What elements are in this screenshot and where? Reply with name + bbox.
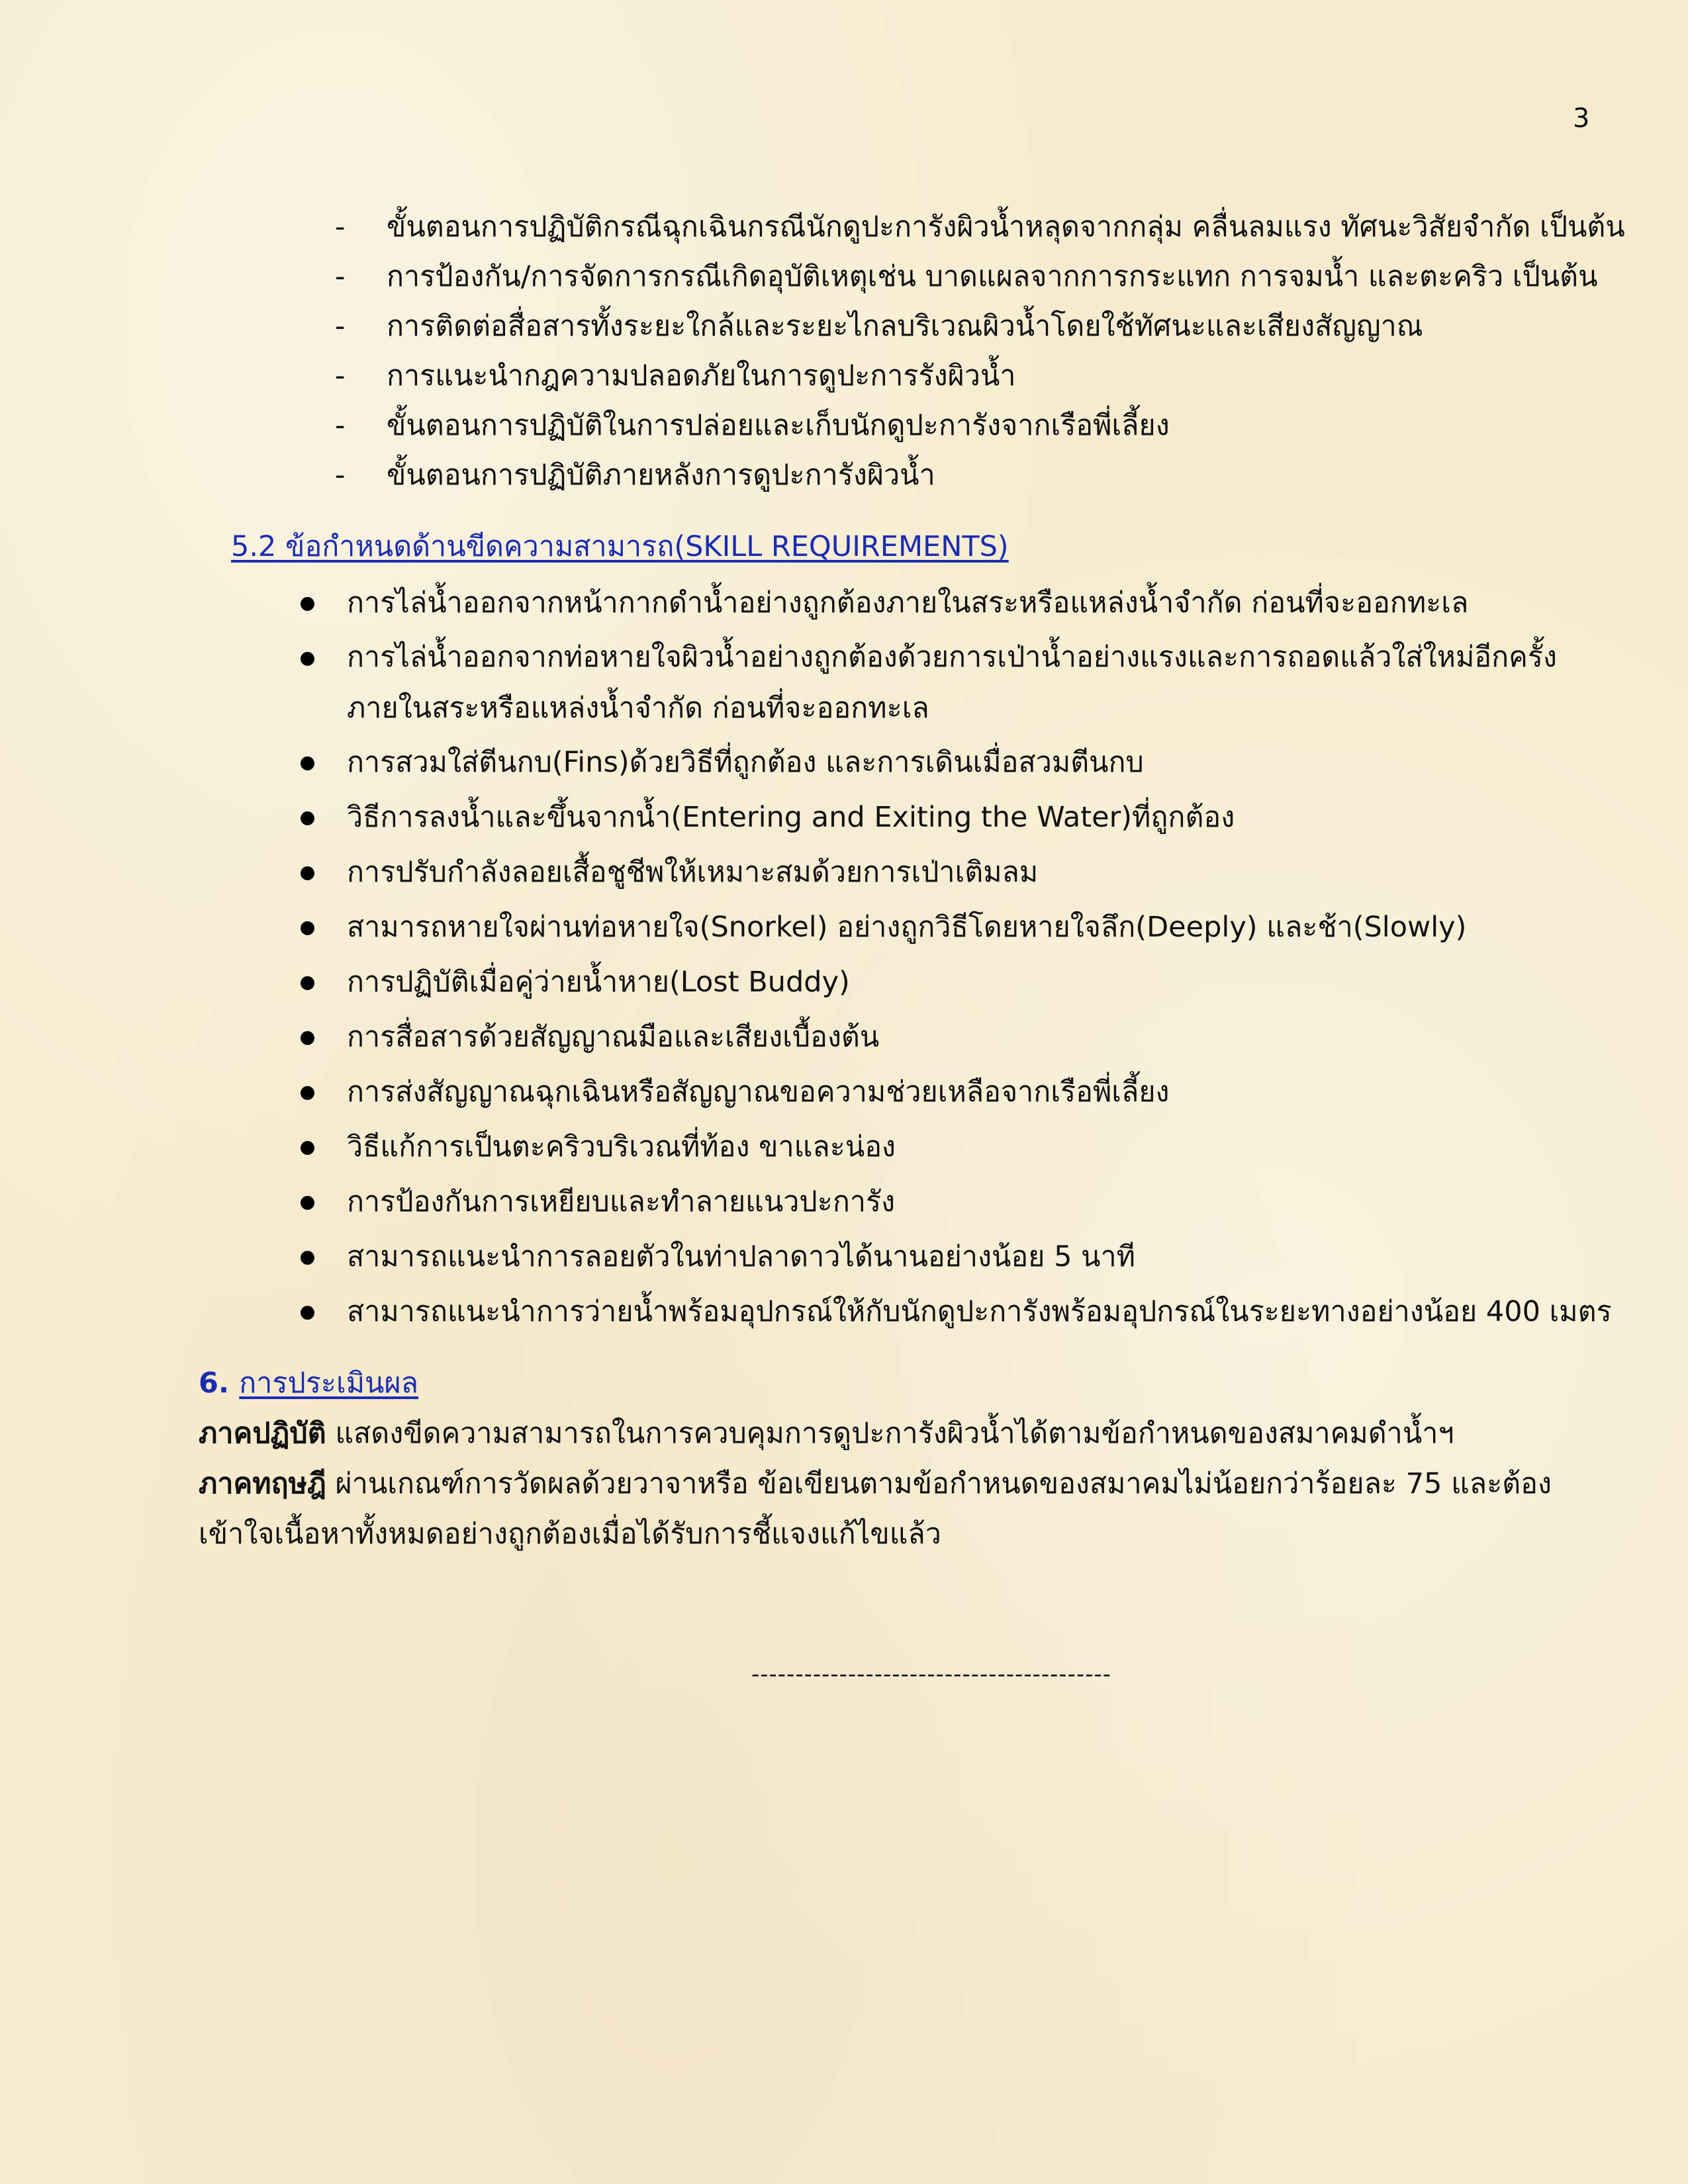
evaluation-number: 6. [199, 1367, 230, 1400]
bullet-icon [301, 756, 314, 770]
skill-text: การปฏิบัติเมื่อคู่ว่ายน้ำหาย(Lost Buddy) [347, 966, 850, 999]
skill-item [291, 846, 1622, 899]
skill-text: การไล่น้ำออกจากท่อหายใจผิวน้ำอย่างถูกต้องด้วยการเป่าน้ำอย่างแรงและการถอดแล้วใส่ใหม่อีกครั้งภายในสระหรือแหล่งน้ำจำกัด ก่อนที่จะออกทะเล [347, 641, 1558, 725]
dash-marker: - [335, 260, 346, 293]
bullet-icon [301, 597, 314, 611]
skill-item [291, 1231, 1622, 1283]
skill-text: การส่งสัญญาณฉุกเฉินหรือสัญญาณขอความช่วยเหลือจากเรือพี่เลี้ยง [347, 1075, 1170, 1109]
skill-text: การสื่อสารด้วยสัญญาณมือและเสียงเบื้องต้น [347, 1021, 880, 1054]
skill-item [291, 1286, 1622, 1338]
skills-heading-text: 5.2 ข้อกำหนดด้านขีดความสามารถ(SKILL REQUIREMENTS) [231, 530, 1009, 563]
skill-item [291, 577, 1622, 629]
skill-item [291, 737, 1622, 789]
bullet-icon [301, 1086, 314, 1100]
theory-paragraph [199, 1459, 1589, 1559]
skill-text: สามารถแนะนำการว่ายน้ำพร้อมอุปกรณ์ให้กับนักดูปะการังพร้อมอุปกรณ์ในระยะทางอย่างน้อย 400 เมตร [347, 1295, 1612, 1328]
bullet-icon [301, 1196, 314, 1210]
skill-item [291, 956, 1622, 1009]
evaluation-heading-text: การประเมินผล [239, 1367, 418, 1400]
skill-item [291, 1066, 1622, 1118]
bullet-icon [301, 921, 314, 935]
practical-text: แสดงขีดความสามารถในการควบคุมการดูปะการังผิวน้ำได้ตามข้อกำหนดของสมาคมดำน้ำฯ [335, 1417, 1454, 1450]
procedure-text: ขั้นตอนการปฏิบัติกรณีฉุกเฉินกรณีนักดูปะการังผิวน้ำหลุดจากกลุ่ม คลื่นลมแรง ทัศนะวิสัยจำกัด เป็นต้น [387, 210, 1625, 244]
page-number: 3 [1573, 103, 1590, 134]
skill-item [291, 792, 1622, 844]
theory-text: ผ่านเกณฑ์การวัดผลด้วยวาจาหรือ ข้อเขียนตามข้อกำหนดของสมาคมไม่น้อยกว่าร้อยละ 75 และต้องเข้าใจเนื้อหาทั้งหมดอย่างถูกต้องเมื่อได้รับการชี้แจงแก้ไขแล้ว [199, 1467, 1552, 1551]
dash-marker: - [335, 409, 346, 442]
procedure-item [331, 252, 1622, 302]
procedure-item [331, 203, 1625, 252]
procedure-list [331, 203, 1625, 500]
procedure-item [331, 302, 1622, 351]
skill-text: การปรับกำลังลอยเสื้อชูชีพให้เหมาะสมด้วยการเป่าเติมลม [347, 856, 1039, 889]
skills-list [291, 577, 1622, 1341]
dash-marker: - [335, 210, 346, 244]
bullet-icon [301, 652, 314, 666]
procedure-item [331, 401, 1622, 451]
dash-marker: - [335, 359, 346, 392]
end-divider: ----------------------------------------- [751, 1661, 1112, 1688]
skill-item [291, 1011, 1622, 1064]
skill-text: การสวมใส่ตีนกบ(Fins)ด้วยวิธีที่ถูกต้อง และการเดินเมื่อสวมตีนกบ [347, 746, 1144, 779]
bullet-icon [301, 1306, 314, 1320]
skill-text: การไล่น้ำออกจากหน้ากากดำน้ำอย่างถูกต้องภายในสระหรือแหล่งน้ำจำกัด ก่อนที่จะออกทะเล [347, 586, 1469, 619]
skill-item [291, 1121, 1622, 1173]
bullet-icon [301, 1251, 314, 1265]
dash-marker: - [335, 459, 346, 492]
skill-item [291, 1176, 1622, 1228]
skill-item [291, 901, 1622, 954]
theory-label: ภาคทฤษฎี [199, 1467, 326, 1500]
procedure-item [331, 451, 1622, 500]
skills-heading [231, 527, 1009, 567]
bullet-icon [301, 811, 314, 825]
bullet-icon [301, 1031, 314, 1045]
practical-paragraph [199, 1408, 1589, 1459]
skill-text: สามารถแนะนำการลอยตัวในท่าปลาดาวได้นานอย่างน้อย 5 นาที [347, 1240, 1136, 1273]
skill-text: วิธีการลงน้ำและขึ้นจากน้ำ(Entering and Exiting the Water)ที่ถูกต้อง [347, 801, 1235, 834]
bullet-icon [301, 1141, 314, 1155]
evaluation-heading [199, 1363, 418, 1403]
procedure-text: การติดต่อสื่อสารทั้งระยะใกล้และระยะไกลบริเวณผิวน้ำโดยใช้ทัศนะและเสียงสัญญาณ [387, 310, 1423, 343]
skill-text: สามารถหายใจผ่านท่อหายใจ(Snorkel) อย่างถูกวิธีโดยหายใจลึก(Deeply) และช้า(Slowly) [347, 911, 1467, 944]
practical-label: ภาคปฏิบัติ [199, 1417, 326, 1450]
procedure-text: ขั้นตอนการปฏิบัติในการปล่อยและเก็บนักดูปะการังจากเรือพี่เลี้ยง [387, 409, 1170, 442]
procedure-item [331, 351, 1622, 401]
procedure-text: การป้องกัน/การจัดการกรณีเกิดอุบัติเหตุเช่น บาดแผลจากการกระแทก การจมน้ำ และตะคริว เป็นต้น [387, 260, 1598, 293]
dash-marker: - [335, 310, 346, 343]
procedure-text: การแนะนำกฎความปลอดภัยในการดูปะการรังผิวน้ำ [387, 359, 1016, 392]
skill-text: วิธีแก้การเป็นตะคริวบริเวณที่ท้อง ขาและน่อง [347, 1130, 896, 1163]
skill-text: การป้องกันการเหยียบและทำลายแนวปะการัง [347, 1185, 896, 1218]
bullet-icon [301, 866, 314, 880]
skill-item [291, 632, 1622, 734]
bullet-icon [301, 976, 314, 990]
procedure-text: ขั้นตอนการปฏิบัติภายหลังการดูปะการังผิวน้ำ [387, 459, 935, 492]
